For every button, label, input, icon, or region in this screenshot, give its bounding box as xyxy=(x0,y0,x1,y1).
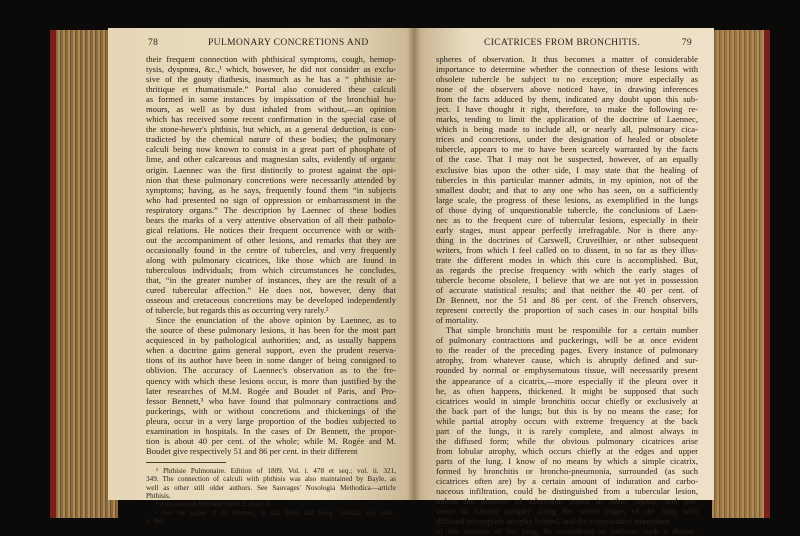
footnote-line: ³ See the paper of Dr Bennett, in Ed. Med. and Surg. Journal, vol. lxiii., xyxy=(156,508,396,517)
right-text-line: exclusive bias upon the other side, I may state that the healing of xyxy=(436,164,698,175)
right-text-line: spheres of observation. It thus becomes a matter of considerable xyxy=(436,54,698,64)
right-text-line: be, as often happens, thickened. It might be supposed that such xyxy=(436,385,698,396)
right-text-line: diffused incomplete atrophy behind, and the comparative exemption xyxy=(436,516,671,527)
left-text-line: out the accompaniment of other lesions, and remarks that they are xyxy=(146,234,396,245)
right-text-line: of those dying of unquestionable tubercle, the conclusions of Laen- xyxy=(436,204,698,215)
right-text-line: none of the observers above noticed have, in drawing inferences xyxy=(436,84,698,95)
right-text-line: cicatrices would in simple bronchitis occur chiefly or exclusively at xyxy=(436,395,698,406)
left-text-line: origin. Laennec was the first distinctly to protest against the opi- xyxy=(146,164,396,175)
right-text-line: smallest doubt; and that to any one who has seen, on a sufficiently xyxy=(436,184,698,195)
left-text-line: respiratory organs.” The description by Laennec of these bodies xyxy=(146,204,396,215)
footnote-rule xyxy=(146,462,226,463)
footnote-line: Phthisis. xyxy=(146,492,171,501)
left-text-line: quency with which these lesions occur, is more than justified by the xyxy=(146,375,396,386)
left-text-line: who had presented no sign of oppression or embarrassment in the xyxy=(146,194,396,205)
left-text-line: of tubercle, but regards this as occurring very rarely.² xyxy=(146,305,329,316)
left-text-line: thritique et rhumatismale.” Portal also considered these calculi xyxy=(146,84,396,95)
left-text-line: lime, and other calcareous and magnesian salts, evidently of organic xyxy=(146,154,396,165)
left-page-body xyxy=(146,54,396,526)
left-text-line: bears the marks of a very attentive observation of all their patholo- xyxy=(146,214,396,225)
right-text-line: of mortality. xyxy=(436,315,479,326)
left-text-line: oblivion. The accuracy of Laennec's observation as to the fre- xyxy=(146,365,396,376)
right-text-line: tubercles in this particular manner admits, in my opinion, not of the xyxy=(436,174,698,185)
right-page-body xyxy=(436,54,698,536)
left-text-line: sive of the gouty diathesis, inasmuch as he has a “ phthisie ar- xyxy=(146,74,396,85)
right-text-line: nec as to the frequent cure of tubercular lesions, especially in their xyxy=(436,214,698,225)
right-text-line: from the facts adduced by them, indicated any doubt upon this sub- xyxy=(436,94,698,105)
right-text-line: formed by bronchitis or broncho-pneumonia, surrounded (as such xyxy=(436,465,698,476)
running-title-right: CICATRICES FROM BRONCHITIS. xyxy=(484,38,641,48)
right-text-line: naceous infiltration, could be distinguished from a tubercular lesion, xyxy=(436,486,698,497)
left-text-line: puckerings, with or without concretions and thickenings of the xyxy=(146,405,396,416)
left-text-line: Since the enunciation of the above opinion by Laennec, as to xyxy=(156,315,396,326)
right-text-line: rounded by normal or emphysematous tissue, will necessarily present xyxy=(436,365,698,376)
right-text-line: from lobular atrophy, which occurs chiefly at the edges and upper xyxy=(436,445,698,456)
left-text-line: later researches of M.M. Rogée and Boudet of Paris, and Pro- xyxy=(146,385,396,396)
right-page xyxy=(414,28,714,536)
right-text-line: unless the absence of tubercular traces in other organs, and pre- xyxy=(436,496,698,507)
footnote-line: ² Auscultation Mediate; tome 2, chap. 4. xyxy=(156,500,272,509)
right-text-line: to the reader of the preceding pages. Every instance of pulmonary xyxy=(436,345,698,356)
left-text-line: the source of these pulmonary lesions, it has been for the most part xyxy=(146,325,396,336)
right-text-line: early stages, must appear perfectly irrefragable. Nor is there any- xyxy=(436,224,698,235)
left-text-line: gical relations. He notices their frequent occurrence with or with- xyxy=(146,224,396,235)
left-text-line: examination in hospitals. In the cases of Dr Bennett, the propor- xyxy=(146,425,396,436)
right-text-line: marks, tending to limit the application of the doctrine of Laennec, xyxy=(436,114,698,125)
footnote-line: 349. The connection of calculi with phthisis was also maintained by Bayle, as xyxy=(146,475,396,484)
right-text-line: trices and concretions, under the designation of healed or obsolete xyxy=(436,134,698,145)
left-text-line: their frequent connection with phthisical symptoms, cough, hemop- xyxy=(146,54,396,64)
left-page xyxy=(108,28,414,526)
footnote-line: p. 466. xyxy=(146,517,166,526)
right-text-line: the back part of the lungs; but this is by no means the case; for xyxy=(436,405,698,416)
left-text-line: which has received some recent confirmation in the special case of xyxy=(146,114,396,125)
left-text-line: the stone-hewer's phthisis, but which, as a general deduction, is con- xyxy=(146,124,396,135)
right-text-line: which is being made to include all, or nearly all, pulmonary cica- xyxy=(436,124,698,135)
left-text-line: tion is about 40 per cent. of the whole; while M. Rogée and M. xyxy=(146,435,396,446)
right-text-line: obsolete tubercle be subject to no exception; more especially as xyxy=(436,74,698,85)
right-text-line: of the summit of the lung, be considered to indicate such a distinc- xyxy=(436,526,698,536)
left-text-line: mours, as well as by dust inhaled from without,—an opinion xyxy=(146,104,396,115)
right-text-line: the appearance of a cicatrix,—more especially if the pleura over it xyxy=(436,375,698,386)
left-text-line: that, “in the greater number of instances, they are the result of a xyxy=(146,275,396,286)
right-text-line: of pulmonary contractions and puckerings, will be at once evident xyxy=(436,335,698,346)
book-gutter xyxy=(407,28,421,500)
right-text-line: represent correctly the proportion of such cases in our hospital bills xyxy=(436,305,698,316)
right-text-line: while partial atrophy occurs with extreme frequency at the back xyxy=(436,415,698,426)
right-text-line: That simple bronchitis must be responsible for a certain number xyxy=(446,325,698,336)
left-text-line: as formed in some instances by inspissation of the bronchial hu- xyxy=(146,94,396,105)
right-text-line: thing in the doctrines of Carswell, Cruveilhier, or other subsequent xyxy=(436,234,698,245)
right-text-line: importance to determine whether the connection of these lesions with xyxy=(436,64,698,75)
left-text-line: acquiesced in by pathological authorities; and, as usually happens xyxy=(146,335,396,346)
right-text-line: ject. I have thought it right, therefore, to make the following re- xyxy=(436,104,698,115)
left-text-line: cured tubercular affection.” He does not, however, deny that xyxy=(146,285,396,296)
right-text-line: parts of the lung. I know of no means by which a simple cicatrix, xyxy=(436,455,698,466)
left-text-line: osseous and cretaceous concretions may be developed independently xyxy=(146,295,396,306)
right-text-line: large scale, the progress of these lesions, as exemplified in the lungs xyxy=(436,194,698,205)
left-text-line: occasionally found in the centre of tubercles, and very frequently xyxy=(146,244,396,255)
right-page-edges xyxy=(712,30,770,518)
right-text-line: sence of lobular atrophy along the whole edges of the lung with xyxy=(436,506,698,517)
footnotes xyxy=(146,467,396,526)
left-text-line: tions of its author have been in some danger of being consigned to xyxy=(146,355,396,366)
right-text-line: as regards the precise frequency with which the early stages of xyxy=(436,264,698,275)
right-text-line: writers, from which I feel called on to dissent, in so far as they illus- xyxy=(436,244,698,255)
left-text-line: along with pulmonary cicatrices, like those which are found in xyxy=(146,254,396,265)
left-text-line: nion that these pulmonary concretions were necessarily attended by xyxy=(146,174,396,185)
right-text-line: the diffused form; while the obvious pulmonary cicatrices arise xyxy=(436,435,698,446)
right-text-line: cicatrices often are) by a certain amount of induration and carbo- xyxy=(436,475,698,486)
right-text-line: trate the different modes in which this cure is accomplished. But, xyxy=(436,254,698,265)
right-text-line: part of the lungs, it is rarely complete, and almost always in xyxy=(436,425,698,436)
right-text-line: of accurate statistical results; and that neither the 40 per cent. of xyxy=(436,285,698,296)
left-text-line: fessor Bennett,³ who have found that pulmonary contractions and xyxy=(146,395,396,406)
right-text-line: tubercle become obsolete, I believe that we are not yet in possession xyxy=(436,275,698,286)
left-text-line: tradicted by the chemical nature of these bodies; the pulmonary xyxy=(146,134,396,145)
right-text-line: of the case. That I may not be suspected, however, of an equally xyxy=(436,154,698,165)
running-title-left: PULMONARY CONCRETIONS AND xyxy=(208,38,369,48)
page-number-right: 79 xyxy=(681,38,692,48)
right-text-line: Dr Bennett, nor the 51 and 86 per cent. of the French observers, xyxy=(436,295,698,306)
left-text-line: tysis, dyspnœa, &c.,¹ which, however, he did not consider as exclu- xyxy=(146,64,396,75)
right-text-line: atrophy, from whatever cause, which is abruptly defined and sur- xyxy=(436,355,698,366)
footnote-line: well as other still older authors. See Sauvages' Nosologia Methodica—article xyxy=(146,483,396,492)
right-text-line: tubercle, appears to me to have been scarcely warranted by the facts xyxy=(436,144,698,155)
left-text-line: pleura, occur in a very large proportion of the bodies subjected to xyxy=(146,415,396,426)
left-text-line: calculi being now known to consist in a great part of phosphate of xyxy=(146,144,396,155)
left-text-line: symptoms; having, as he says, frequently found them “in subjects xyxy=(146,184,396,195)
left-text-line: Boudet give respectively 51 and 86 per cent. in their different xyxy=(146,445,358,456)
left-text-line: tuberculous individuals; from which circumstances he concludes, xyxy=(146,264,396,275)
page-number-left: 78 xyxy=(148,38,159,48)
footnote-line: ¹ Phthisie Pulmonaire. Edition of 1809. Vol. i. 478 et seq.; vol. ii. 321, xyxy=(156,466,396,475)
left-text-line: when a doctrine gains general support, even the prudent reserva- xyxy=(146,345,396,356)
